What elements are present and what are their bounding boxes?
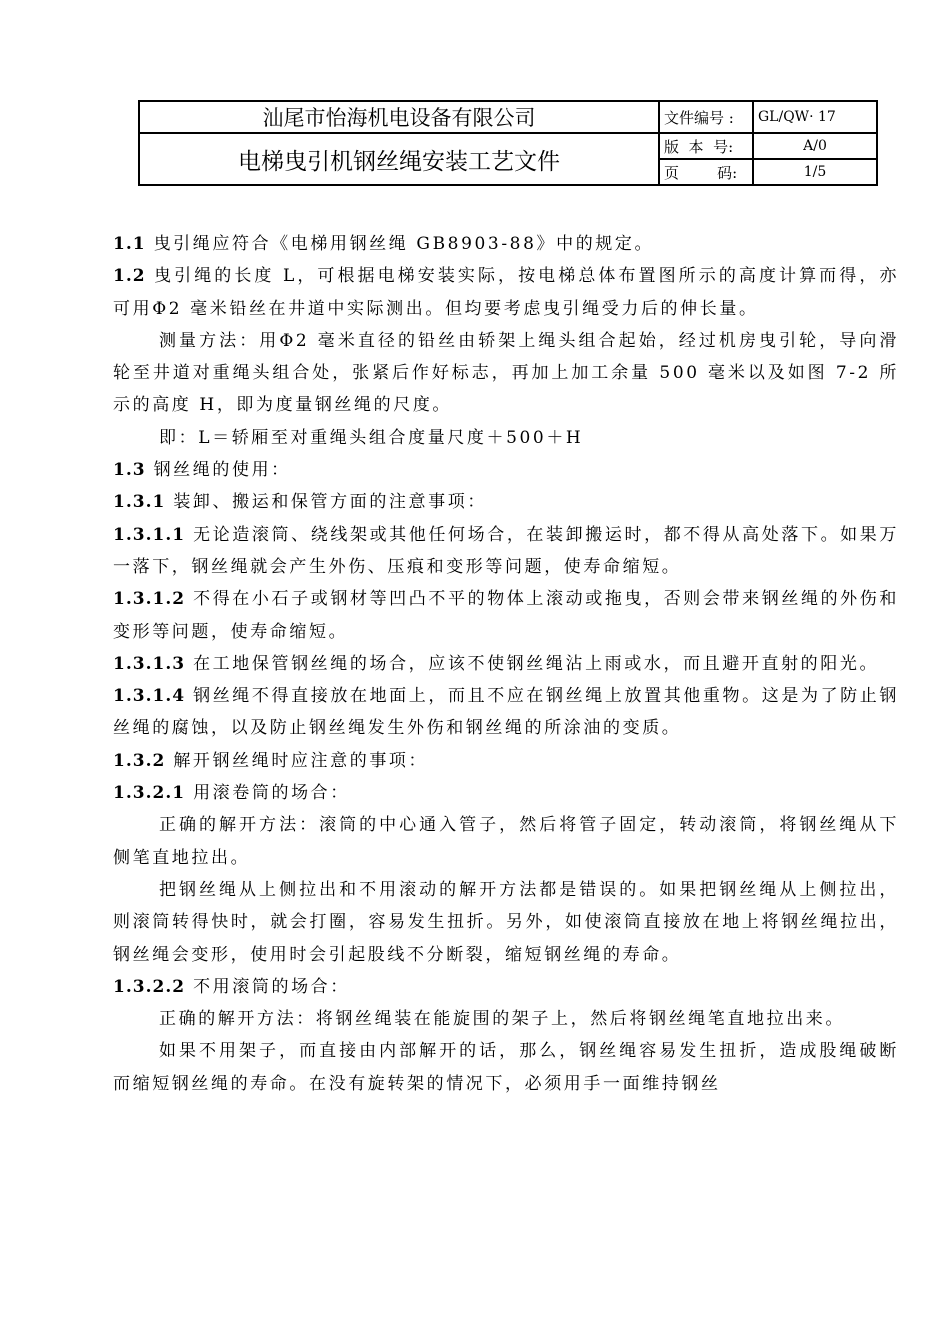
section-number: 1.3.1.3 <box>113 653 186 674</box>
section-number: 1.2 <box>113 266 146 287</box>
paragraph <box>113 680 899 745</box>
paragraph-text: 如果不用架子，而直接由内部解开的话，那么，钢丝绳容易发生扭折，造成股绳破断而缩短钢丝绳的寿命。在没有旋转架的情况下，必须用手一面维持钢丝 <box>113 1041 899 1094</box>
section-number: 1.3.2.2 <box>113 976 186 997</box>
section-number: 1.3.1.2 <box>113 589 186 610</box>
document-body <box>113 228 899 1100</box>
section-number: 1.3.1.4 <box>113 686 186 707</box>
paragraph-text: 用滚卷筒的场合： <box>185 783 350 804</box>
section-number: 1.3.1 <box>113 492 166 513</box>
paragraph <box>113 745 899 777</box>
paragraph-text: 钢丝绳不得直接放在地面上，而且不应在钢丝绳上放置其他重物。这是为了防止钢丝绳的腐蚀，以及防止钢丝绳发生外伤和钢丝绳的所涂油的变质。 <box>113 686 899 739</box>
paragraph <box>113 583 899 648</box>
paragraph <box>113 971 899 1003</box>
paragraph-text: 即：L＝轿厢至对重绳头组合度量尺度＋500＋H <box>159 427 584 448</box>
paragraph-text: 解开钢丝绳时应注意的事项： <box>165 750 429 771</box>
paragraph <box>113 874 899 971</box>
paragraph <box>113 809 899 874</box>
paragraph-text: 正确的解开方法：滚筒的中心通入管子，然后将管子固定，转动滚筒，将钢丝绳从下侧笔直地拉出。 <box>113 815 899 868</box>
section-number: 1.3 <box>113 460 146 481</box>
doc-no-label: 文件编号 : <box>659 101 753 133</box>
paragraph-text: 无论造滚筒、绕线架或其他任何场合，在装卸搬运时，都不得从高处落下。如果万一落下，钢丝绳就会产生外伤、压痕和变形等问题，使寿命缩短。 <box>113 524 899 577</box>
paragraph-text: 测量方法：用Φ2 毫米直径的铅丝由轿架上绳头组合起始，经过机房曳引轮，导向滑轮至井道对重绳头组合处，张紧后作好标志，再加上加工余量 500 毫米以及如图 7-2 所示的高度 H，即为度量钢丝绳的尺度。 <box>113 330 899 416</box>
paragraph-text: 不用滚筒的场合： <box>185 976 350 997</box>
paragraph <box>113 422 899 454</box>
paragraph-text: 在工地保管钢丝绳的场合，应该不使钢丝绳沾上雨或水，而且避开直射的阳光。 <box>185 653 880 674</box>
section-number: 1.3.2 <box>113 750 166 771</box>
paragraph <box>113 777 899 809</box>
paragraph <box>113 648 899 680</box>
paragraph <box>113 260 899 325</box>
doc-no-value: GL/QW· 17 <box>753 101 877 133</box>
section-number: 1.1 <box>113 234 146 254</box>
document-title: 电梯曳引机钢丝绳安装工艺文件 <box>139 133 659 185</box>
version-label: 版 本 号: <box>659 133 753 159</box>
paragraph-text: 把钢丝绳从上侧拉出和不用滚动的解开方法都是错误的。如果把钢丝绳从上侧拉出，则滚筒转得快时，就会打圈，容易发生扭折。另外，如使滚筒直接放在地上将钢丝绳拉出，钢丝绳会变形，使用时会引起股线不分断裂，缩短钢丝绳的寿命。 <box>113 879 899 965</box>
page-label: 页 码: <box>659 159 753 185</box>
paragraph-text: 装卸、搬运和保管方面的注意事项： <box>165 492 487 513</box>
paragraph <box>113 454 899 486</box>
version-value: A/0 <box>753 133 877 159</box>
page-value: 1/5 <box>753 159 877 185</box>
paragraph <box>113 325 899 422</box>
document-header-table <box>138 100 878 186</box>
paragraph <box>113 228 899 260</box>
section-number: 1.3.1.1 <box>113 524 186 545</box>
paragraph-text: 曳引绳应符合《电梯用钢丝绳 GB8903-88》中的规定。 <box>145 234 655 254</box>
paragraph-text: 曳引绳的长度 L，可根据电梯安装实际，按电梯总体布置图所示的高度计算而得，亦可用Φ2 毫米铅丝在井道中实际测出。但均要考虑曳引绳受力后的伸长量。 <box>113 266 899 319</box>
paragraph <box>113 519 899 584</box>
section-number: 1.3.2.1 <box>113 783 186 804</box>
paragraph <box>113 1035 899 1100</box>
paragraph-text: 不得在小石子或钢材等凹凸不平的物体上滚动或拖曳，否则会带来钢丝绳的外伤和变形等问题，使寿命缩短。 <box>113 589 899 642</box>
company-name: 汕尾市怡海机电设备有限公司 <box>139 101 659 133</box>
paragraph-text: 钢丝绳的使用： <box>145 460 291 481</box>
paragraph-text: 正确的解开方法：将钢丝绳装在能旋围的架子上，然后将钢丝绳笔直地拉出来。 <box>159 1009 845 1030</box>
paragraph <box>113 1003 899 1035</box>
paragraph <box>113 486 899 518</box>
